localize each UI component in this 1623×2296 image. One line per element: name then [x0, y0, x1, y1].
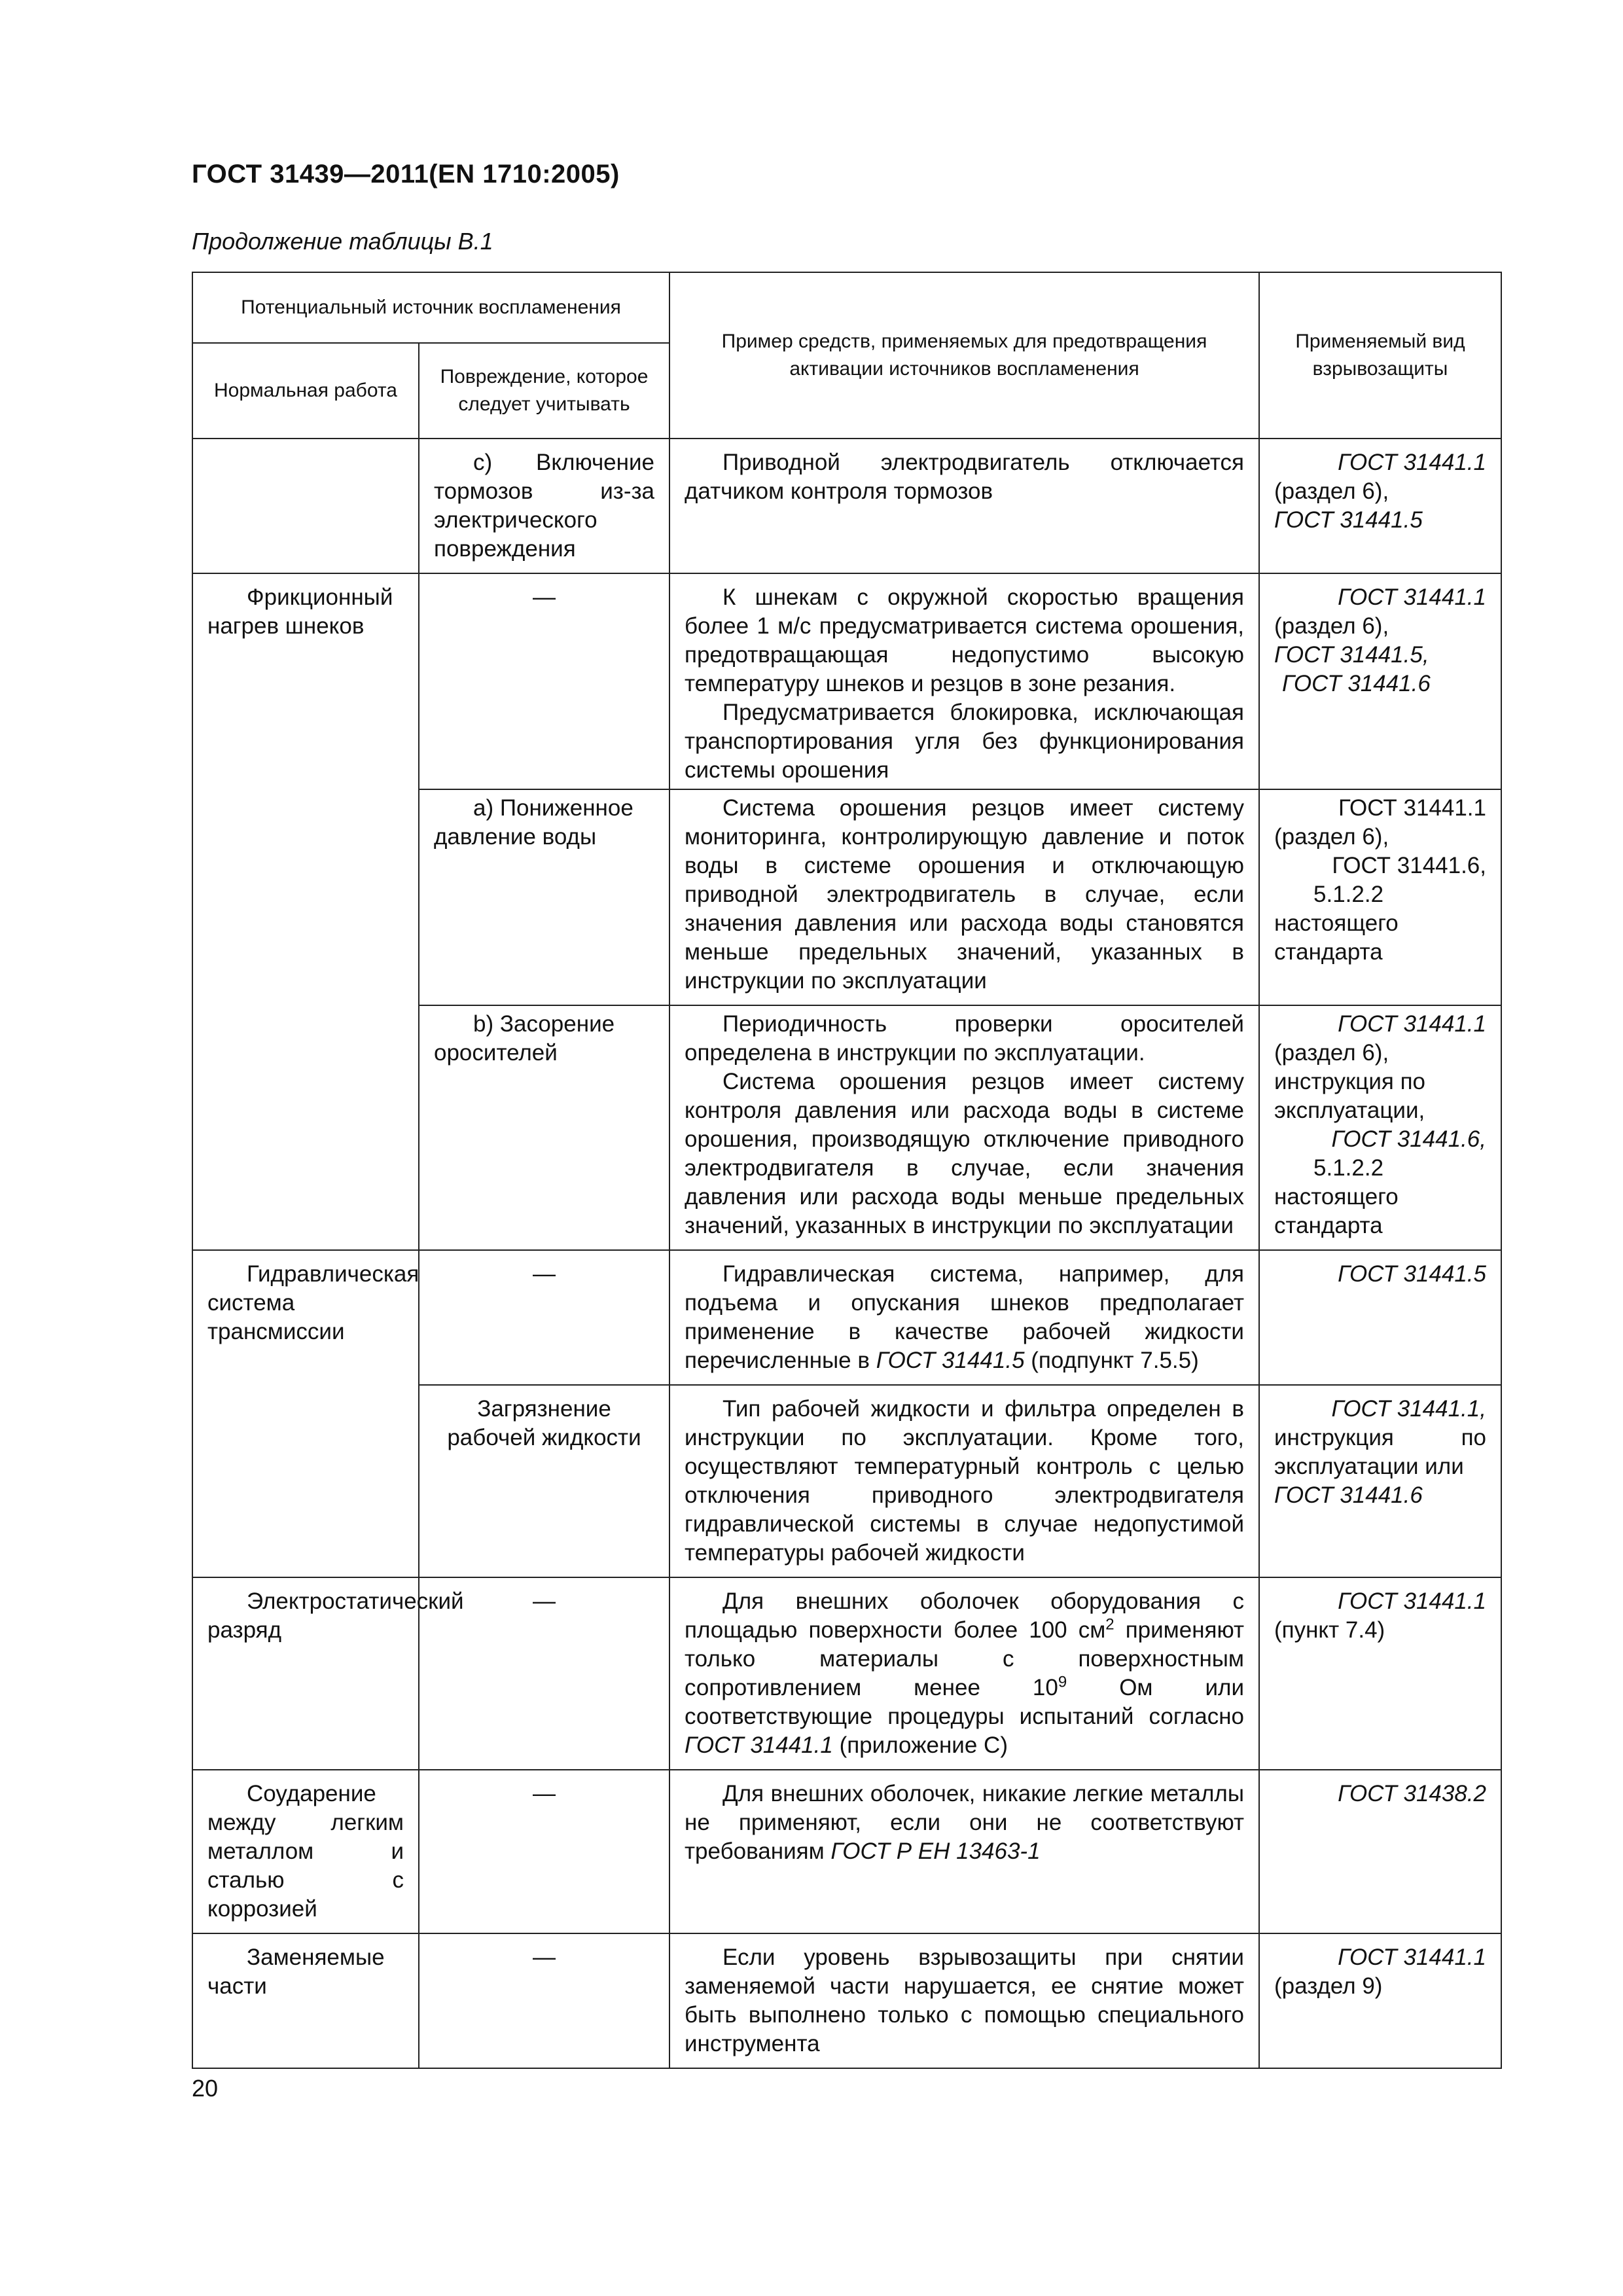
cell-damage: — [419, 573, 669, 789]
cell-measures: Приводной электродвигатель отключается датчиком контроля тормозов [669, 439, 1259, 573]
header-damage: Повреждение, которое следует учитывать [419, 343, 669, 439]
table-row [192, 573, 1501, 789]
header-measures: Пример средств, применяемых для предотвращения активации источников воспламенения [669, 272, 1259, 439]
cell-normal: Заменяемые части [192, 1933, 419, 2068]
cell-normal [192, 439, 419, 573]
cell-protection: ГОСТ 31441.5 [1259, 1250, 1501, 1385]
cell-measures: Для внешних оболочек оборудования с площадью поверхности более 100 $см^2$ применяют только материалы с поверхностным сопротивлением менее $10^9$ Ом или соответствующие процедуры испытаний согласно ГОСТ 31441.1 (приложение С) [669, 1577, 1259, 1770]
cell-damage: — [419, 1250, 669, 1385]
header-protection: Применяемый вид взрывозащиты [1259, 272, 1501, 439]
cell-protection: ГОСТ 31441.1 (раздел 9) [1259, 1933, 1501, 2068]
cell-protection: ГОСТ 31441.1, инструкция по эксплуатации или ГОСТ 31441.6 [1259, 1385, 1501, 1577]
cell-normal: Фрикционный нагрев шнеков [192, 573, 419, 1250]
cell-damage: Загрязнение рабочей жидкости [419, 1385, 669, 1577]
cell-protection: ГОСТ 31438.2 [1259, 1770, 1501, 1933]
document-header: ГОСТ 31439—2011(EN 1710:2005) [192, 160, 620, 188]
cell-normal: Гидравлическая система трансмиссии [192, 1250, 419, 1577]
cell-protection: ГОСТ 31441.1 (раздел 6), инструкция по эксплуатации, ГОСТ 31441.6, 5.1.2.2 настоящего стандарта [1259, 1005, 1501, 1250]
cell-measures: Система орошения резцов имеет систему мониторинга, контролирующую давление и поток воды в системе орошения и отключающую приводной электродвигатель в случае, если значения давления или расхода воды становятся меньше предельных значений, указанных в инструкции по эксплуатации [669, 789, 1259, 1005]
header-normal-operation: Нормальная работа [192, 343, 419, 439]
cell-normal: Электростатический разряд [192, 1577, 419, 1770]
cell-protection: ГОСТ 31441.1 (раздел 6), ГОСТ 31441.5 [1259, 439, 1501, 573]
header-ignition-source: Потенциальный источник воспламенения [192, 272, 669, 343]
cell-damage: с) Включение тормозов из-за электрического повреждения [419, 439, 669, 573]
cell-measures: Если уровень взрывозащиты при снятии заменяемой части нарушается, ее снятие может быть выполнено только с помощью специального инструмента [669, 1933, 1259, 2068]
table-caption: Продолжение таблицы В.1 [192, 228, 493, 255]
ignition-sources-table [192, 272, 1502, 2069]
cell-measures: Для внешних оболочек, никакие легкие металлы не применяют, если они не соответствуют требованиям ГОСТ Р ЕН 13463-1 [669, 1770, 1259, 1933]
cell-damage: — [419, 1770, 669, 1933]
cell-damage: b) Засорение оросителей [419, 1005, 669, 1250]
cell-normal: Соударение между легким металлом и сталью с коррозией [192, 1770, 419, 1933]
cell-measures: Периодичность проверки оросителей определена в инструкции по эксплуатации. Система орошения резцов имеет систему контроля давления или расхода воды в системе орошения, производящую отключение приводного электродвигателя в случае, если значения давления или расхода воды меньше предельных значений, указанных в инструкции по эксплуатации [669, 1005, 1259, 1250]
cell-protection: ГОСТ 31441.1 (раздел 6), ГОСТ 31441.6, 5.1.2.2 настоящего стандарта [1259, 789, 1501, 1005]
cell-protection: ГОСТ 31441.1 (раздел 6), ГОСТ 31441.5, ГОСТ 31441.6 [1259, 573, 1501, 789]
table-row [192, 1933, 1501, 2068]
table-row [192, 439, 1501, 573]
table-row [192, 1577, 1501, 1770]
cell-measures: Гидравлическая система, например, для подъема и опускания шнеков предполагает применение в качестве рабочей жидкости перечисленные в ГОСТ 31441.5 (подпункт 7.5.5) [669, 1250, 1259, 1385]
cell-measures: К шнекам с окружной скоростью вращения более 1 м/с предусматривается система орошения, предотвращающая недопустимо высокую температуру шнеков и резцов в зоне резания. Предусматривается блокировка, исключающая транспортирования угля без функционирования системы орошения [669, 573, 1259, 789]
cell-damage: — [419, 1933, 669, 2068]
cell-protection: ГОСТ 31441.1 (пункт 7.4) [1259, 1577, 1501, 1770]
cell-measures: Тип рабочей жидкости и фильтра определен в инструкции по эксплуатации. Кроме того, осуществляют температурный контроль с целью отключения приводного электродвигателя гидравлической системы в случае недопустимой температуры рабочей жидкости [669, 1385, 1259, 1577]
table-row [192, 1250, 1501, 1385]
cell-damage: а) Пониженное давление воды [419, 789, 669, 1005]
table-row [192, 1770, 1501, 1933]
page-number: 20 [192, 2075, 219, 2102]
cell-damage: — [419, 1577, 669, 1770]
